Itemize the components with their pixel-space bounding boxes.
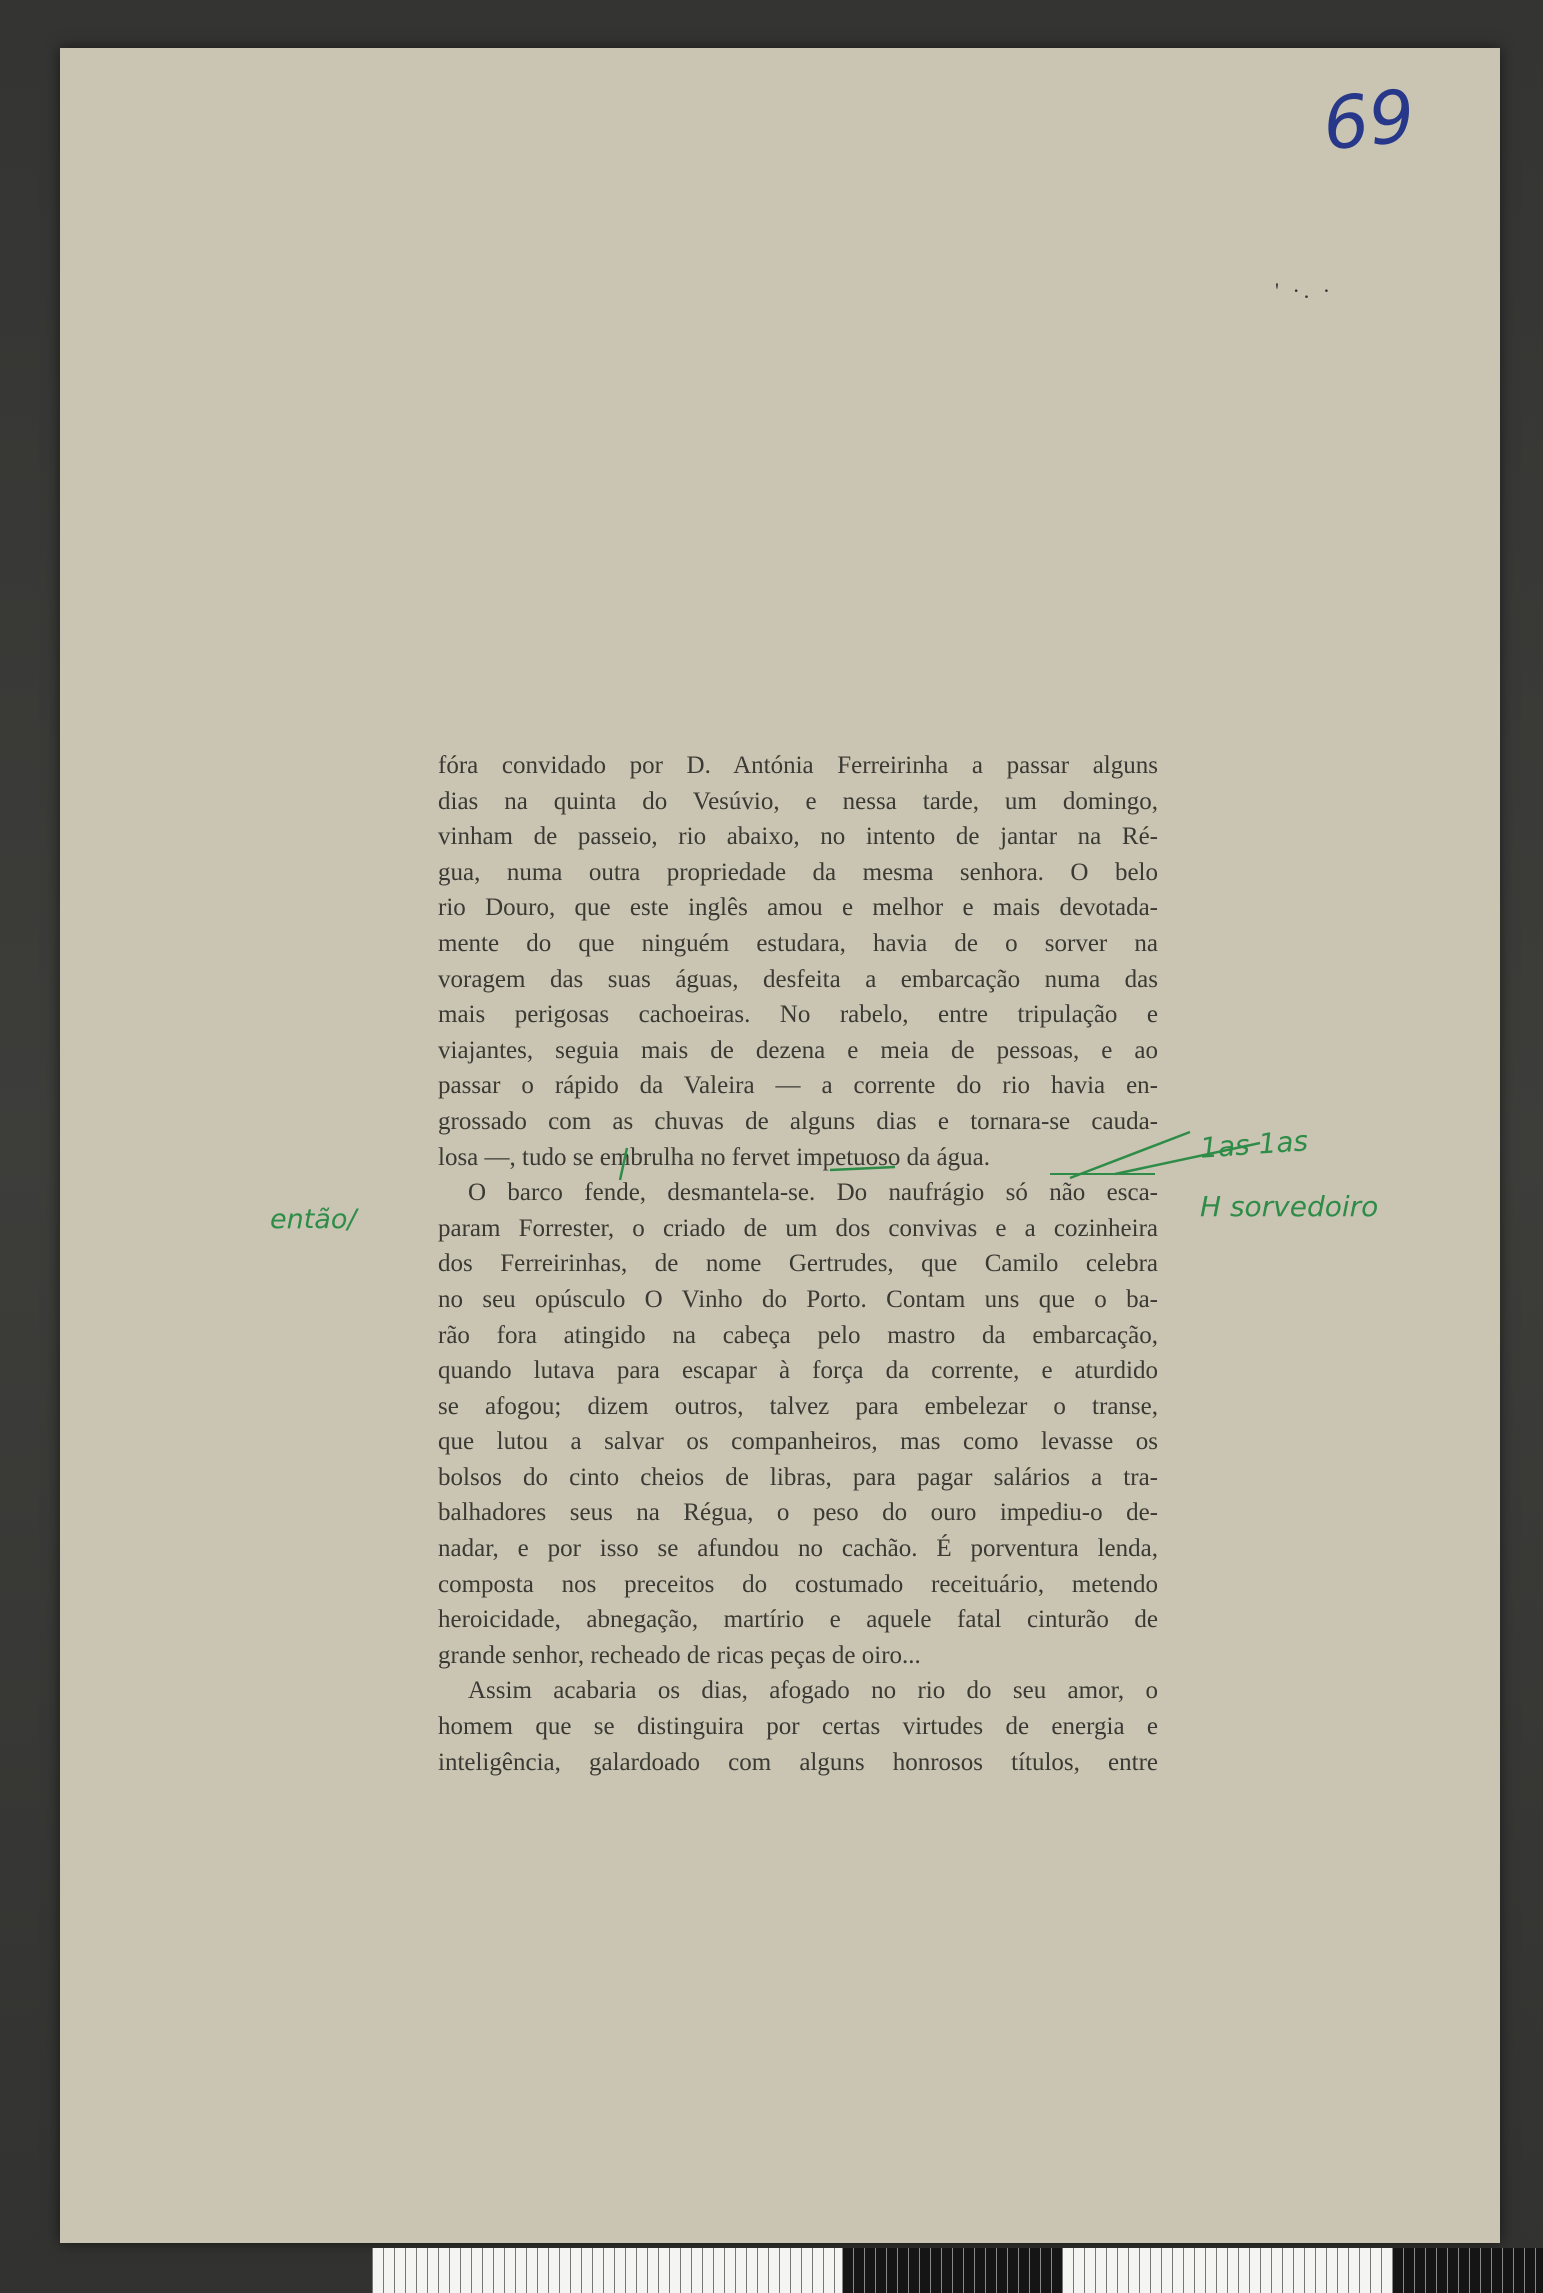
text-line: losa —, tudo se embrulha no fervet impetuoso da água. (438, 1143, 990, 1171)
text-line: voragem das suas águas, desfeita a embarcação numa das (438, 965, 1158, 993)
text-line: composta nos preceitos do costumado receituário, metendo (438, 1570, 1158, 1598)
text-line: inteligência, galardoado com alguns honrosos títulos, entre (438, 1748, 1158, 1776)
text-line: vinham de passeio, rio abaixo, no intento de jantar na Ré- (438, 823, 1158, 851)
text-line: gua, numa outra propriedade da mesma senhora. O belo (438, 858, 1158, 886)
text-line: rão fora atingido na cabeça pelo mastro da embarcação, (438, 1321, 1158, 1349)
text-line: dos Ferreirinhas, de nome Gertrudes, que Camilo celebra (438, 1250, 1158, 1278)
text-line: fóra convidado por D. Antónia Ferreirinha a passar alguns (438, 752, 1158, 779)
scale-segment-dark (842, 2248, 1062, 2293)
text-line: grossado com as chuvas de alguns dias e tornara-se cauda- (438, 1107, 1158, 1135)
paper-specks: ' ·. · (1275, 278, 1335, 303)
margin-annotation-right-bottom: H sorvedoiro (1200, 1190, 1379, 1223)
body-text (438, 748, 1158, 1780)
scale-segment-light (372, 2248, 842, 2293)
text-line: balhadores seus na Régua, o peso do ouro impediu-o de- (438, 1499, 1158, 1527)
text-line: quando lutava para escapar à força da corrente, e aturdido (438, 1357, 1158, 1385)
text-line: homem que se distinguira por certas virtudes de energia e (438, 1713, 1158, 1741)
document-page (60, 48, 1500, 2243)
margin-annotation-left: então/ (270, 1204, 357, 1235)
scale-segment-light (1062, 2248, 1392, 2293)
text-line: rio Douro, que este inglês amou e melhor e mais devotada- (438, 894, 1158, 922)
text-line: viajantes, seguia mais de dezena e meia de pessoas, e ao (438, 1036, 1158, 1064)
text-line: param Forrester, o criado de um dos convivas e a cozinheira (438, 1214, 1158, 1242)
text-line: bolsos do cinto cheios de libras, para pagar salários a tra- (438, 1463, 1158, 1491)
text-line: O barco fende, desmantela-se. Do naufrágio só não esca- (468, 1179, 1158, 1207)
text-line: nadar, e por isso se afundou no cachão. É porventura lenda, (438, 1535, 1158, 1563)
text-line: Assim acabaria os dias, afogado no rio do seu amor, o (468, 1677, 1158, 1705)
margin-annotation-right-top: 1as 1as (1198, 1124, 1310, 1165)
page-number: 69 (1319, 73, 1420, 167)
text-line: mais perigosas cachoeiras. No rabelo, entre tripulação e (438, 1001, 1158, 1029)
scale-bar (372, 2248, 1543, 2293)
text-line: dias na quinta do Vesúvio, e nessa tarde, um domingo, (438, 787, 1158, 815)
text-line: grande senhor, recheado de ricas peças de oiro... (438, 1641, 921, 1669)
text-line: se afogou; dizem outros, talvez para embelezar o transe, (438, 1392, 1158, 1420)
text-line: heroicidade, abnegação, martírio e aquele fatal cinturão de (438, 1606, 1158, 1634)
text-line: mente do que ninguém estudara, havia de o sorver na (438, 929, 1158, 957)
text-line: que lutou a salvar os companheiros, mas como levasse os (438, 1428, 1158, 1456)
scale-segment-dark (1392, 2248, 1543, 2293)
text-line: passar o rápido da Valeira — a corrente do rio havia en- (438, 1072, 1158, 1100)
text-line: no seu opúsculo O Vinho do Porto. Contam uns que o ba- (438, 1285, 1158, 1313)
